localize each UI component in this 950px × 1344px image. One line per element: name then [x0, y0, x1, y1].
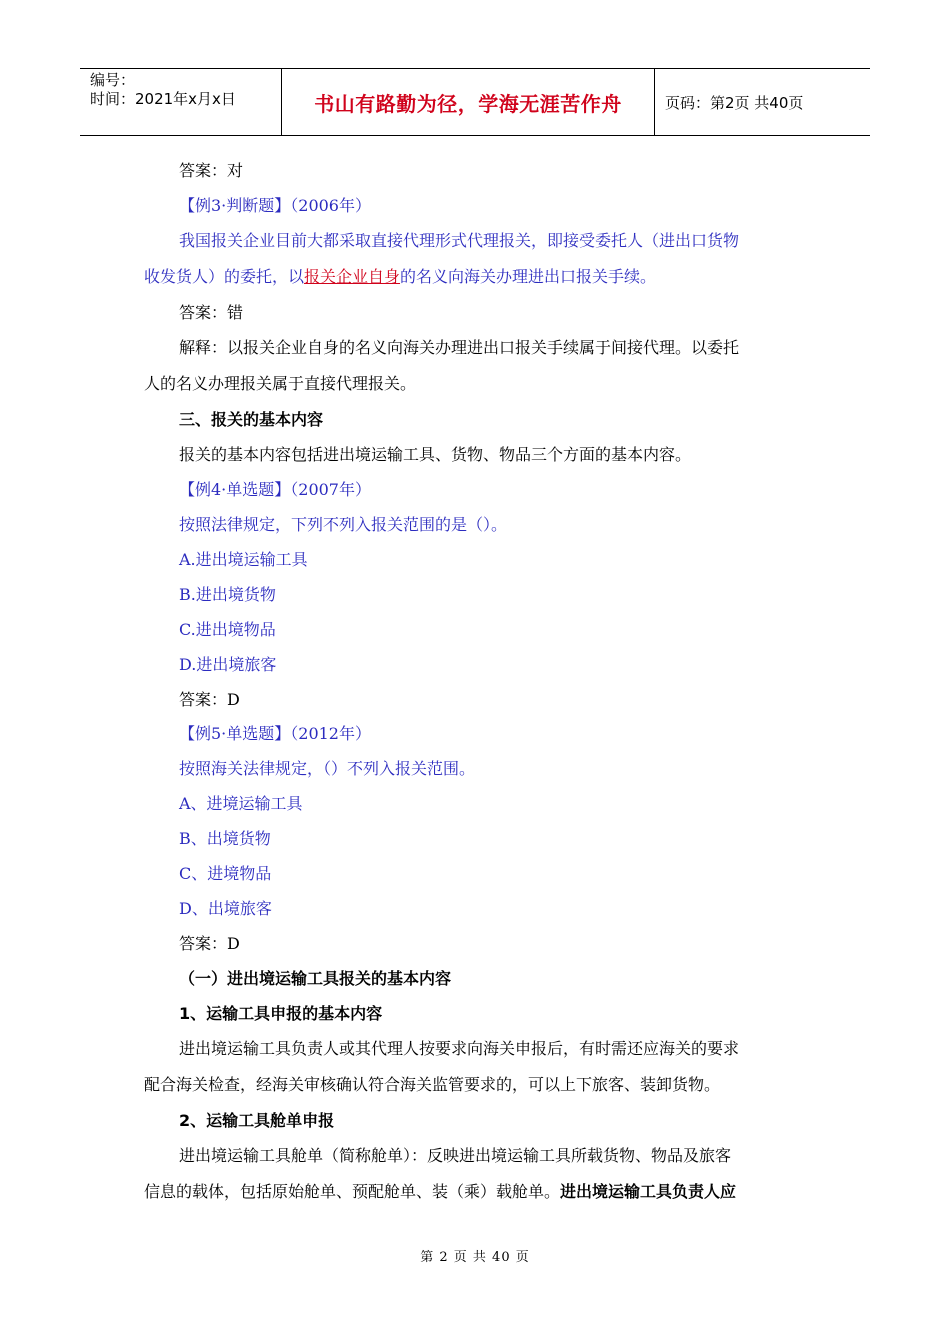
option-a: A.进出境运输工具 [179, 550, 308, 569]
answer-line: 答案：D [179, 934, 240, 953]
explanation-text-cont: 人的名义办理报关属于直接代理报关。 [144, 374, 417, 393]
number-label: 编号： [90, 71, 136, 89]
question-text-pre: 收发货人）的委托，以 [144, 267, 305, 286]
answer-line: 答案：对 [179, 161, 244, 180]
page-footer: 第 2 页 共 40 页 [420, 1250, 530, 1265]
question-text-cont [144, 266, 656, 288]
paragraph-text: 进出境运输工具负责人或其代理人按要求向海关申报后，有时需还应海关的要求 [179, 1039, 740, 1058]
motto: 书山有路勤为径，学海无涯苦作舟 [282, 69, 655, 135]
paragraph-text: 报关的基本内容包括进出境运输工具、货物、物品三个方面的基本内容。 [179, 445, 692, 464]
time-label: 时间：2021年x月x日 [90, 90, 236, 108]
header-table [80, 68, 870, 136]
subsection-heading: （一）进出境运输工具报关的基本内容 [179, 969, 452, 988]
option-d: D、出境旅客 [179, 899, 272, 918]
question-text-post: 的名义向海关办理进出口报关手续。 [400, 267, 657, 286]
option-c: C.进出境物品 [179, 620, 276, 639]
question-text: 我国报关企业目前大都采取直接代理形式代理报关，即接受委托人（进出口货物 [179, 231, 740, 250]
subsection-heading: 1、运输工具申报的基本内容 [179, 1004, 383, 1023]
example-heading: 【例5·单选题】（2012年） [179, 724, 371, 743]
answer-line: 答案：D [179, 690, 240, 709]
question-text: 按照海关法律规定，（）不列入报关范围。 [179, 759, 476, 778]
paragraph-text-pre: 信息的载体，包括原始舱单、预配舱单、装（乘）载舱单。 [144, 1182, 561, 1201]
example-heading: 【例4·单选题】（2007年） [179, 480, 371, 499]
subsection-heading: 2、运输工具舱单申报 [179, 1111, 335, 1130]
option-b: B、出境货物 [179, 829, 271, 848]
option-c: C、进境物品 [179, 864, 272, 883]
option-d: D.进出境旅客 [179, 655, 277, 674]
question-text: 按照法律规定，下列不列入报关范围的是（）。 [179, 515, 508, 534]
explanation-text: 解释：以报关企业自身的名义向海关办理进出口报关手续属于间接代理。以委托 [179, 338, 740, 357]
paragraph-text-cont [144, 1181, 736, 1203]
bold-text: 进出境运输工具负责人应 [560, 1182, 737, 1201]
example-heading: 【例3·判断题】（2006年） [179, 196, 371, 215]
option-a: A、进境运输工具 [179, 794, 303, 813]
section-heading: 三、报关的基本内容 [179, 410, 324, 429]
highlight-text: 报关企业自身 [304, 267, 401, 286]
paragraph-text: 进出境运输工具舱单（简称舱单）：反映进出境运输工具所载货物、物品及旅客 [179, 1146, 732, 1165]
option-b: B.进出境货物 [179, 585, 276, 604]
page-info: 页码：第2页 共40页 [665, 93, 804, 112]
paragraph-text-cont: 配合海关检查，经海关审核确认符合海关监管要求的，可以上下旅客、装卸货物。 [144, 1075, 721, 1094]
answer-line: 答案：错 [179, 303, 244, 322]
header-left-cell [80, 69, 282, 135]
